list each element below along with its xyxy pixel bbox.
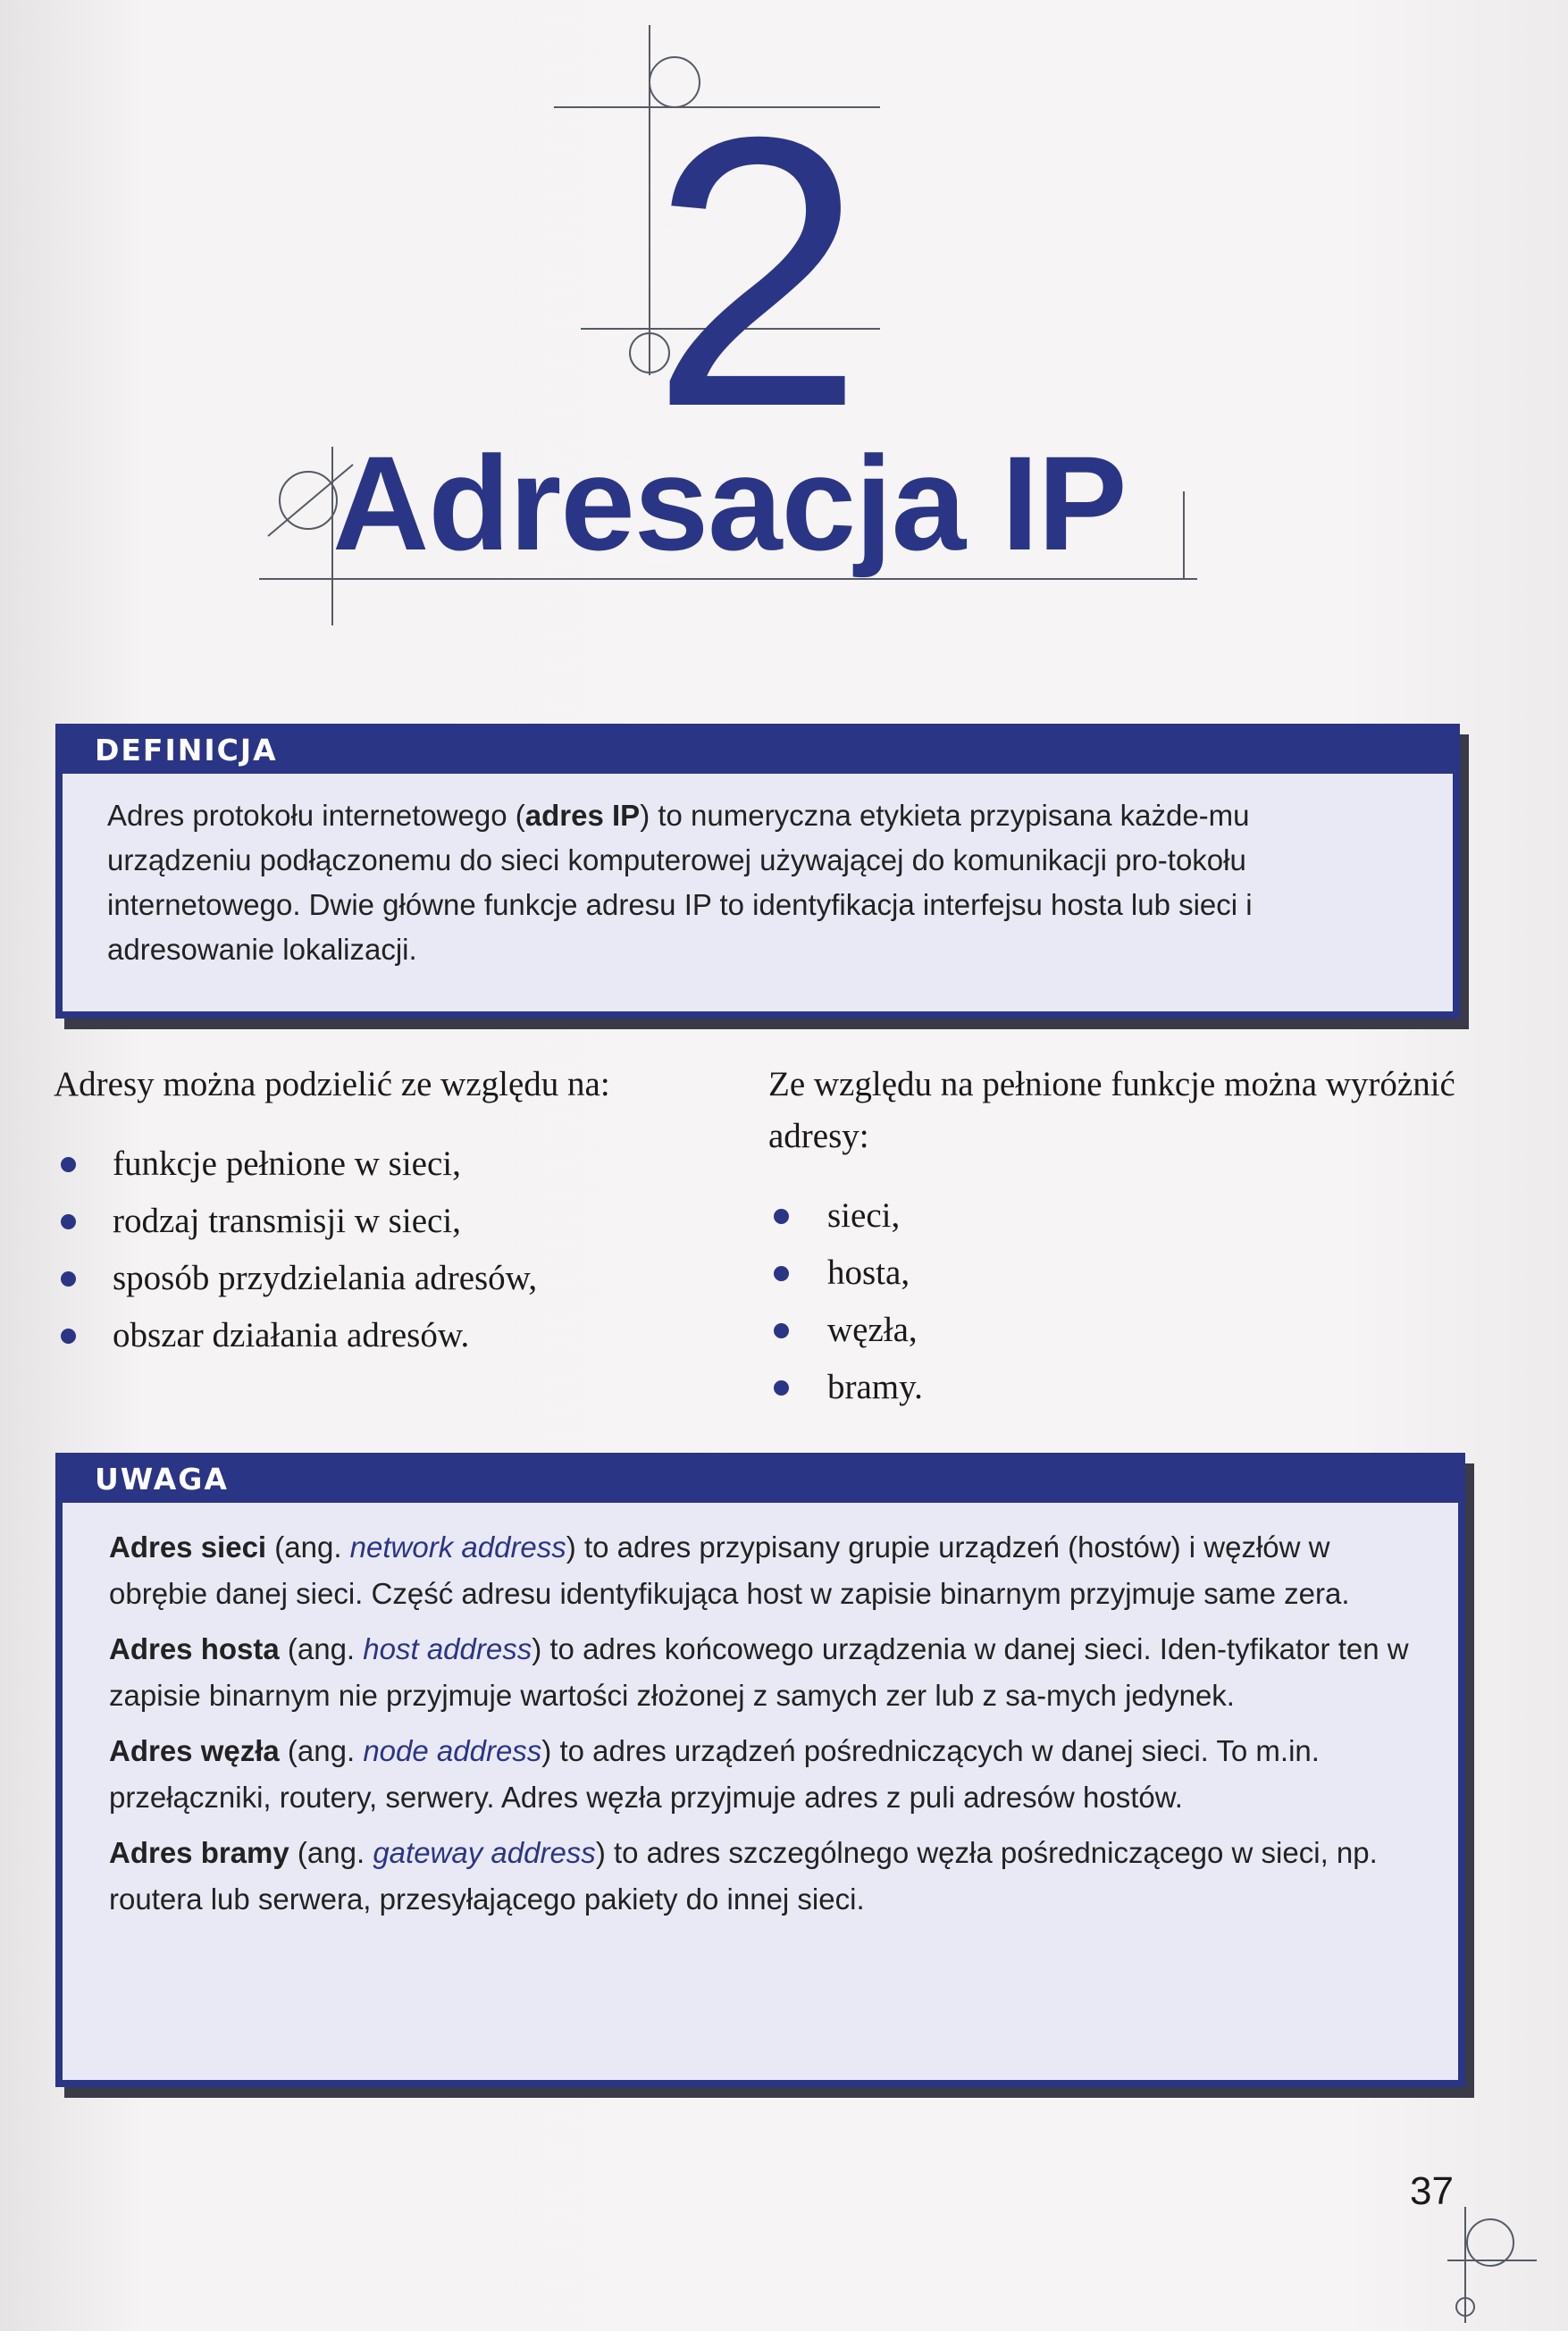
list-item	[768, 1359, 1483, 1416]
note-header: UWAGA	[63, 1460, 1458, 1503]
definition-text-start: Adres protokołu internetowego (	[107, 799, 525, 832]
bullet-icon	[774, 1266, 789, 1281]
bullet-icon	[61, 1329, 76, 1344]
left-column-list	[54, 1136, 750, 1364]
list-item	[54, 1136, 750, 1193]
list-item-text: bramy.	[827, 1368, 923, 1406]
bullet-icon	[61, 1214, 76, 1229]
page-number: 37	[1410, 2169, 1454, 2213]
note-english-term: node address	[363, 1734, 542, 1767]
definition-header: DEFINICJA	[63, 731, 1453, 774]
bullet-icon	[61, 1157, 76, 1172]
right-column-list	[768, 1187, 1483, 1416]
list-item	[54, 1193, 750, 1250]
note-english-term: gateway address	[373, 1836, 596, 1869]
list-item	[768, 1245, 1483, 1302]
list-item	[768, 1187, 1483, 1245]
page-number-decoration	[1447, 2207, 1546, 2323]
note-term: Adres hosta	[109, 1632, 280, 1665]
definition-box	[55, 724, 1460, 1019]
chapter-title: Adresacja IP	[332, 428, 1127, 578]
note-ang: (ang.	[279, 1632, 364, 1665]
note-entry	[109, 1830, 1413, 1923]
list-item	[54, 1250, 750, 1307]
list-item-text: rodzaj transmisji w sieci,	[113, 1202, 461, 1240]
list-item-text: funkcje pełnione w sieci,	[113, 1145, 461, 1183]
note-english-term: host address	[363, 1632, 532, 1665]
right-column-intro: Ze względu na pełnione funkcje można wyróżnić adresy:	[768, 1065, 1455, 1155]
note-term: Adres sieci	[109, 1530, 267, 1564]
note-text: ) to adres szczególnego węzła pośredniczącego w sieci, np. routera lub serwera, przesyłającego pakiety do innej sieci.	[109, 1836, 1378, 1916]
left-column	[54, 1059, 750, 1364]
bullet-icon	[61, 1271, 76, 1287]
note-body	[63, 1503, 1458, 1923]
bullet-icon	[774, 1380, 789, 1396]
list-item-text: węzła,	[827, 1311, 918, 1349]
chapter-number: 2	[650, 58, 865, 487]
definition-term: adres IP	[524, 799, 641, 832]
right-column	[768, 1059, 1483, 1416]
note-term: Adres bramy	[109, 1836, 289, 1869]
note-term: Adres węzła	[109, 1734, 280, 1767]
list-item-text: obszar działania adresów.	[113, 1316, 470, 1354]
note-text: ) to adres urządzeń pośredniczących w danej sieci. To m.in. przełączniki, routery, serwery. Adres węzła przyjmuje adres z puli adresów hostów.	[109, 1734, 1320, 1814]
note-ang: (ang.	[289, 1836, 373, 1869]
note-english-term: network address	[349, 1530, 566, 1564]
note-entry	[109, 1626, 1413, 1719]
definition-text-rest: ) to numeryczna etykieta przypisana każde-mu urządzeniu podłączonemu do sieci komputerowej używającej do komunikacji pro-tokołu internetowego. Dwie główne funkcje adresu IP to identyfikacja interfejsu hosta lub sieci i adresowanie lokalizacji.	[107, 799, 1253, 966]
bullet-icon	[774, 1323, 789, 1338]
note-box	[55, 1453, 1465, 2087]
bullet-icon	[774, 1209, 789, 1224]
list-item	[768, 1302, 1483, 1359]
note-entry	[109, 1728, 1413, 1821]
note-ang: (ang.	[279, 1734, 364, 1767]
note-ang: (ang.	[266, 1530, 350, 1564]
definition-text	[63, 774, 1453, 972]
list-item	[54, 1307, 750, 1364]
list-item-text: sieci,	[827, 1196, 901, 1235]
list-item-text: sposób przydzielania adresów,	[113, 1259, 538, 1297]
note-text: ) to adres przypisany grupie urządzeń (hostów) i węzłów w obrębie danej sieci. Część adresu identyfikująca host w zapisie binarnym przyjmuje same zera.	[109, 1530, 1350, 1610]
left-column-intro: Adresy można podzielić ze względu na:	[54, 1065, 610, 1103]
note-text: ) to adres końcowego urządzenia w danej sieci. Iden-tyfikator ten w zapisie binarnym nie przyjmuje wartości złożonej z samych zer lub z sa-mych jedynek.	[109, 1632, 1409, 1712]
list-item-text: hosta,	[827, 1254, 910, 1292]
note-entry	[109, 1524, 1413, 1617]
